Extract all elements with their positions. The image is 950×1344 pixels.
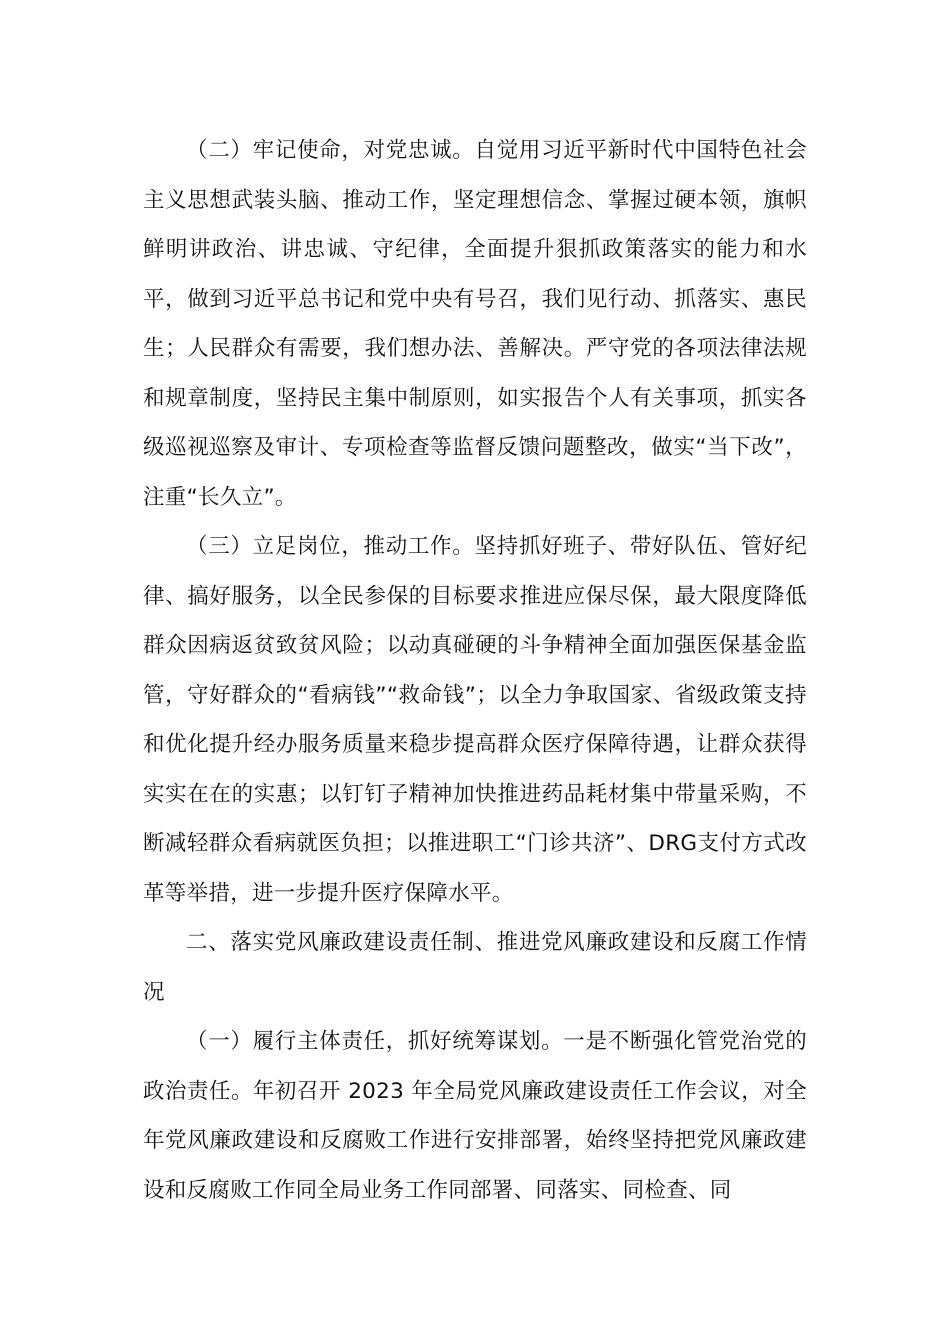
section-heading-two: 二、落实党风廉政建设责任制、推进党风廉政建设和反腐工作情况 xyxy=(143,930,807,1005)
paragraph-main-responsibility: （一）履行主体责任，抓好统筹谋划。一是不断强化管党治党的政治责任。年初召开 2023 年全局党风廉政建设责任工作会议，对全年党风廉政建设和反腐败工作进行安排部署，始终坚持把党风廉政建设和反腐败工作同全局业务工作同部署、同落实、同检查、同 xyxy=(143,1029,807,1203)
paragraph-mission-loyalty: （二）牢记使命，对党忠诚。自觉用习近平新时代中国特色社会主义思想武装头脑、推动工作，坚定理想信念、掌握过硬本领，旗帜鲜明讲政治、讲忠诚、守纪律，全面提升狠抓政策落实的能力和水平，做到习近平总书记和党中央有号召，我们见行动、抓落实、惠民生；人民群众有需要，我们想办法、善解决。严守党的各项法律法规和规章制度，坚持民主集中制原则，如实报告个人有关事项，抓实各级巡视巡察及审计、专项检查等监督反馈问题整改，做实“当下改”，注重“长久立”。 xyxy=(143,138,807,510)
document-body xyxy=(143,126,807,1215)
paragraph-position-work: （三）立足岗位，推动工作。坚持抓好班子、带好队伍、管好纪律、搞好服务，以全民参保的目标要求推进应保尽保，最大限度降低群众因病返贫致贫风险；以动真碰硬的斗争精神全面加强医保基金监管，守好群众的“看病钱”“救命钱”；以全力争取国家、省级政策支持和优化提升经办服务质量来稳步提高群众医疗保障待遇，让群众获得实实在在的实惠；以钉钉子精神加快推进药品耗材集中带量采购，不断减轻群众看病就医负担；以推进职工“门诊共济”、DRG支付方式改革等举措，进一步提升医疗保障水平。 xyxy=(143,534,807,906)
